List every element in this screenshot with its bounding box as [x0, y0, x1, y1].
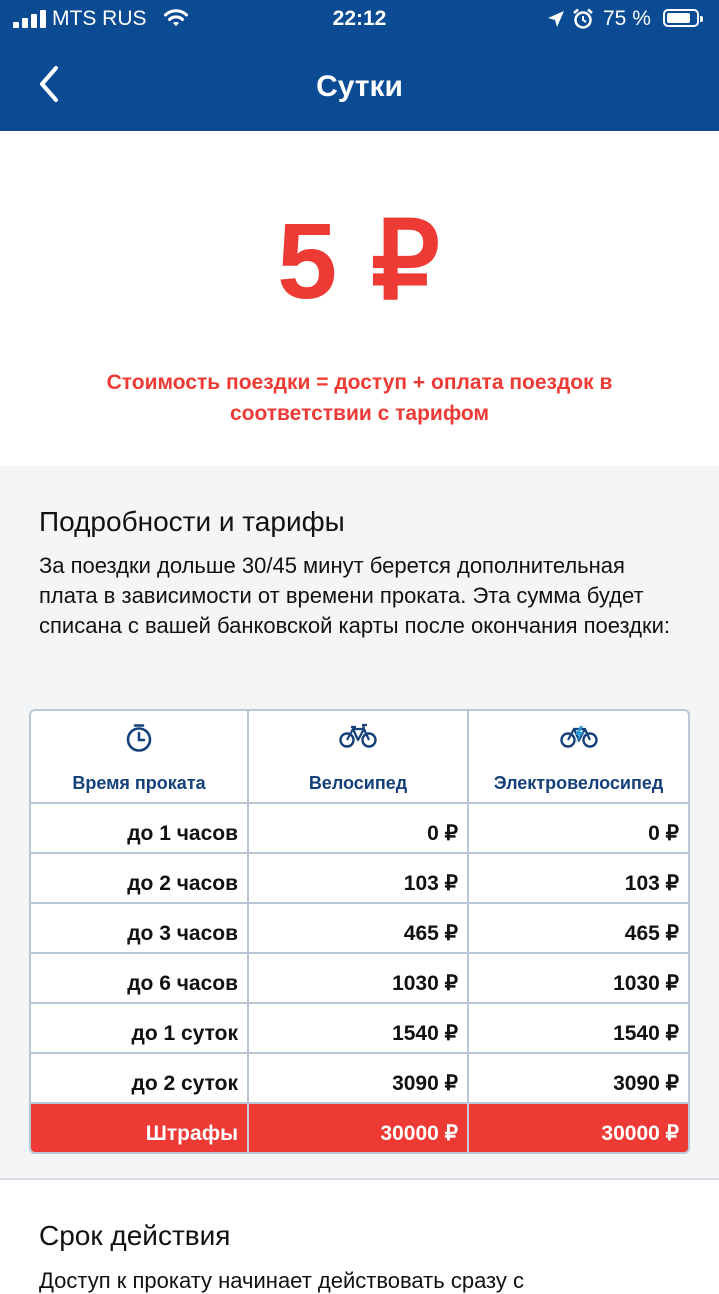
ebike-price-cell: 465 ₽	[624, 922, 679, 945]
header-ebike	[469, 711, 688, 802]
ebike-price-cell: 1540 ₽	[613, 1022, 679, 1045]
validity-title: Срок действия	[39, 1220, 231, 1251]
ebike-price-cell: 1030 ₽	[613, 972, 679, 995]
location-arrow-icon	[546, 9, 566, 29]
duration-cell: до 6 часов	[127, 972, 238, 995]
ebike-price-cell: 103 ₽	[624, 872, 679, 895]
navigation-bar	[0, 38, 719, 131]
bike-price-cell: 1540 ₽	[392, 1022, 458, 1045]
duration-cell: до 3 часов	[127, 922, 238, 945]
battery-icon	[663, 9, 699, 27]
battery-percent: 75 %	[603, 7, 651, 30]
header-bike	[249, 711, 469, 802]
tariff-table-header	[31, 711, 688, 802]
details-description: За поездки дольше 30/45 минут берется дополнительная плата в зависимости от времени проката. Эта сумма будет списана с вашей банковской карты после окончания поездки:	[39, 553, 670, 638]
duration-cell: до 2 суток	[131, 1072, 238, 1095]
duration-cell: до 2 часов	[127, 872, 238, 895]
bike-price-cell: 103 ₽	[403, 872, 458, 895]
table-row	[31, 852, 688, 902]
bike-price-cell: 465 ₽	[403, 922, 458, 945]
bike-price-cell: 1030 ₽	[392, 972, 458, 995]
status-bar	[0, 0, 719, 38]
ebike-price-cell: 3090 ₽	[613, 1072, 679, 1095]
header-duration-label: Время проката	[72, 773, 206, 793]
page-title: Сутки	[316, 70, 403, 103]
table-row	[31, 1002, 688, 1052]
bike-price-cell: 0 ₽	[427, 822, 458, 845]
validity-section	[0, 1180, 719, 1293]
price-section	[0, 131, 719, 466]
alarm-clock-icon	[572, 8, 594, 30]
bike-price-cell: 3090 ₽	[392, 1072, 458, 1095]
bicycle-icon	[339, 723, 377, 749]
details-section	[0, 466, 719, 1178]
carrier-name: MTS RUS	[52, 7, 147, 30]
penalty-row	[31, 1102, 688, 1152]
details-title: Подробности и тарифы	[39, 506, 345, 537]
stopwatch-icon	[124, 723, 154, 753]
cost-formula-note: Стоимость поездки = доступ + оплата поездок в соответствии с тарифом	[106, 371, 613, 425]
ebike-price-cell: 0 ₽	[648, 822, 679, 845]
tariff-table	[29, 709, 690, 1154]
duration-cell: до 1 часов	[127, 822, 238, 845]
header-duration	[31, 711, 249, 802]
header-bike-label: Велосипед	[308, 773, 408, 793]
electric-bicycle-icon	[560, 723, 598, 749]
table-row	[31, 952, 688, 1002]
access-price: 5 ₽	[277, 200, 442, 321]
bike-penalty-cell: 30000 ₽	[380, 1122, 458, 1145]
table-row	[31, 1052, 688, 1102]
validity-text: Доступ к прокату начинает действовать сразу с	[39, 1268, 525, 1293]
penalty-label: Штрафы	[145, 1122, 238, 1145]
header-ebike-label: Электровелосипед	[493, 773, 664, 793]
table-row	[31, 802, 688, 852]
table-row	[31, 902, 688, 952]
status-time: 22:12	[332, 7, 387, 30]
ebike-penalty-cell: 30000 ₽	[601, 1122, 679, 1145]
duration-cell: до 1 суток	[131, 1022, 238, 1045]
